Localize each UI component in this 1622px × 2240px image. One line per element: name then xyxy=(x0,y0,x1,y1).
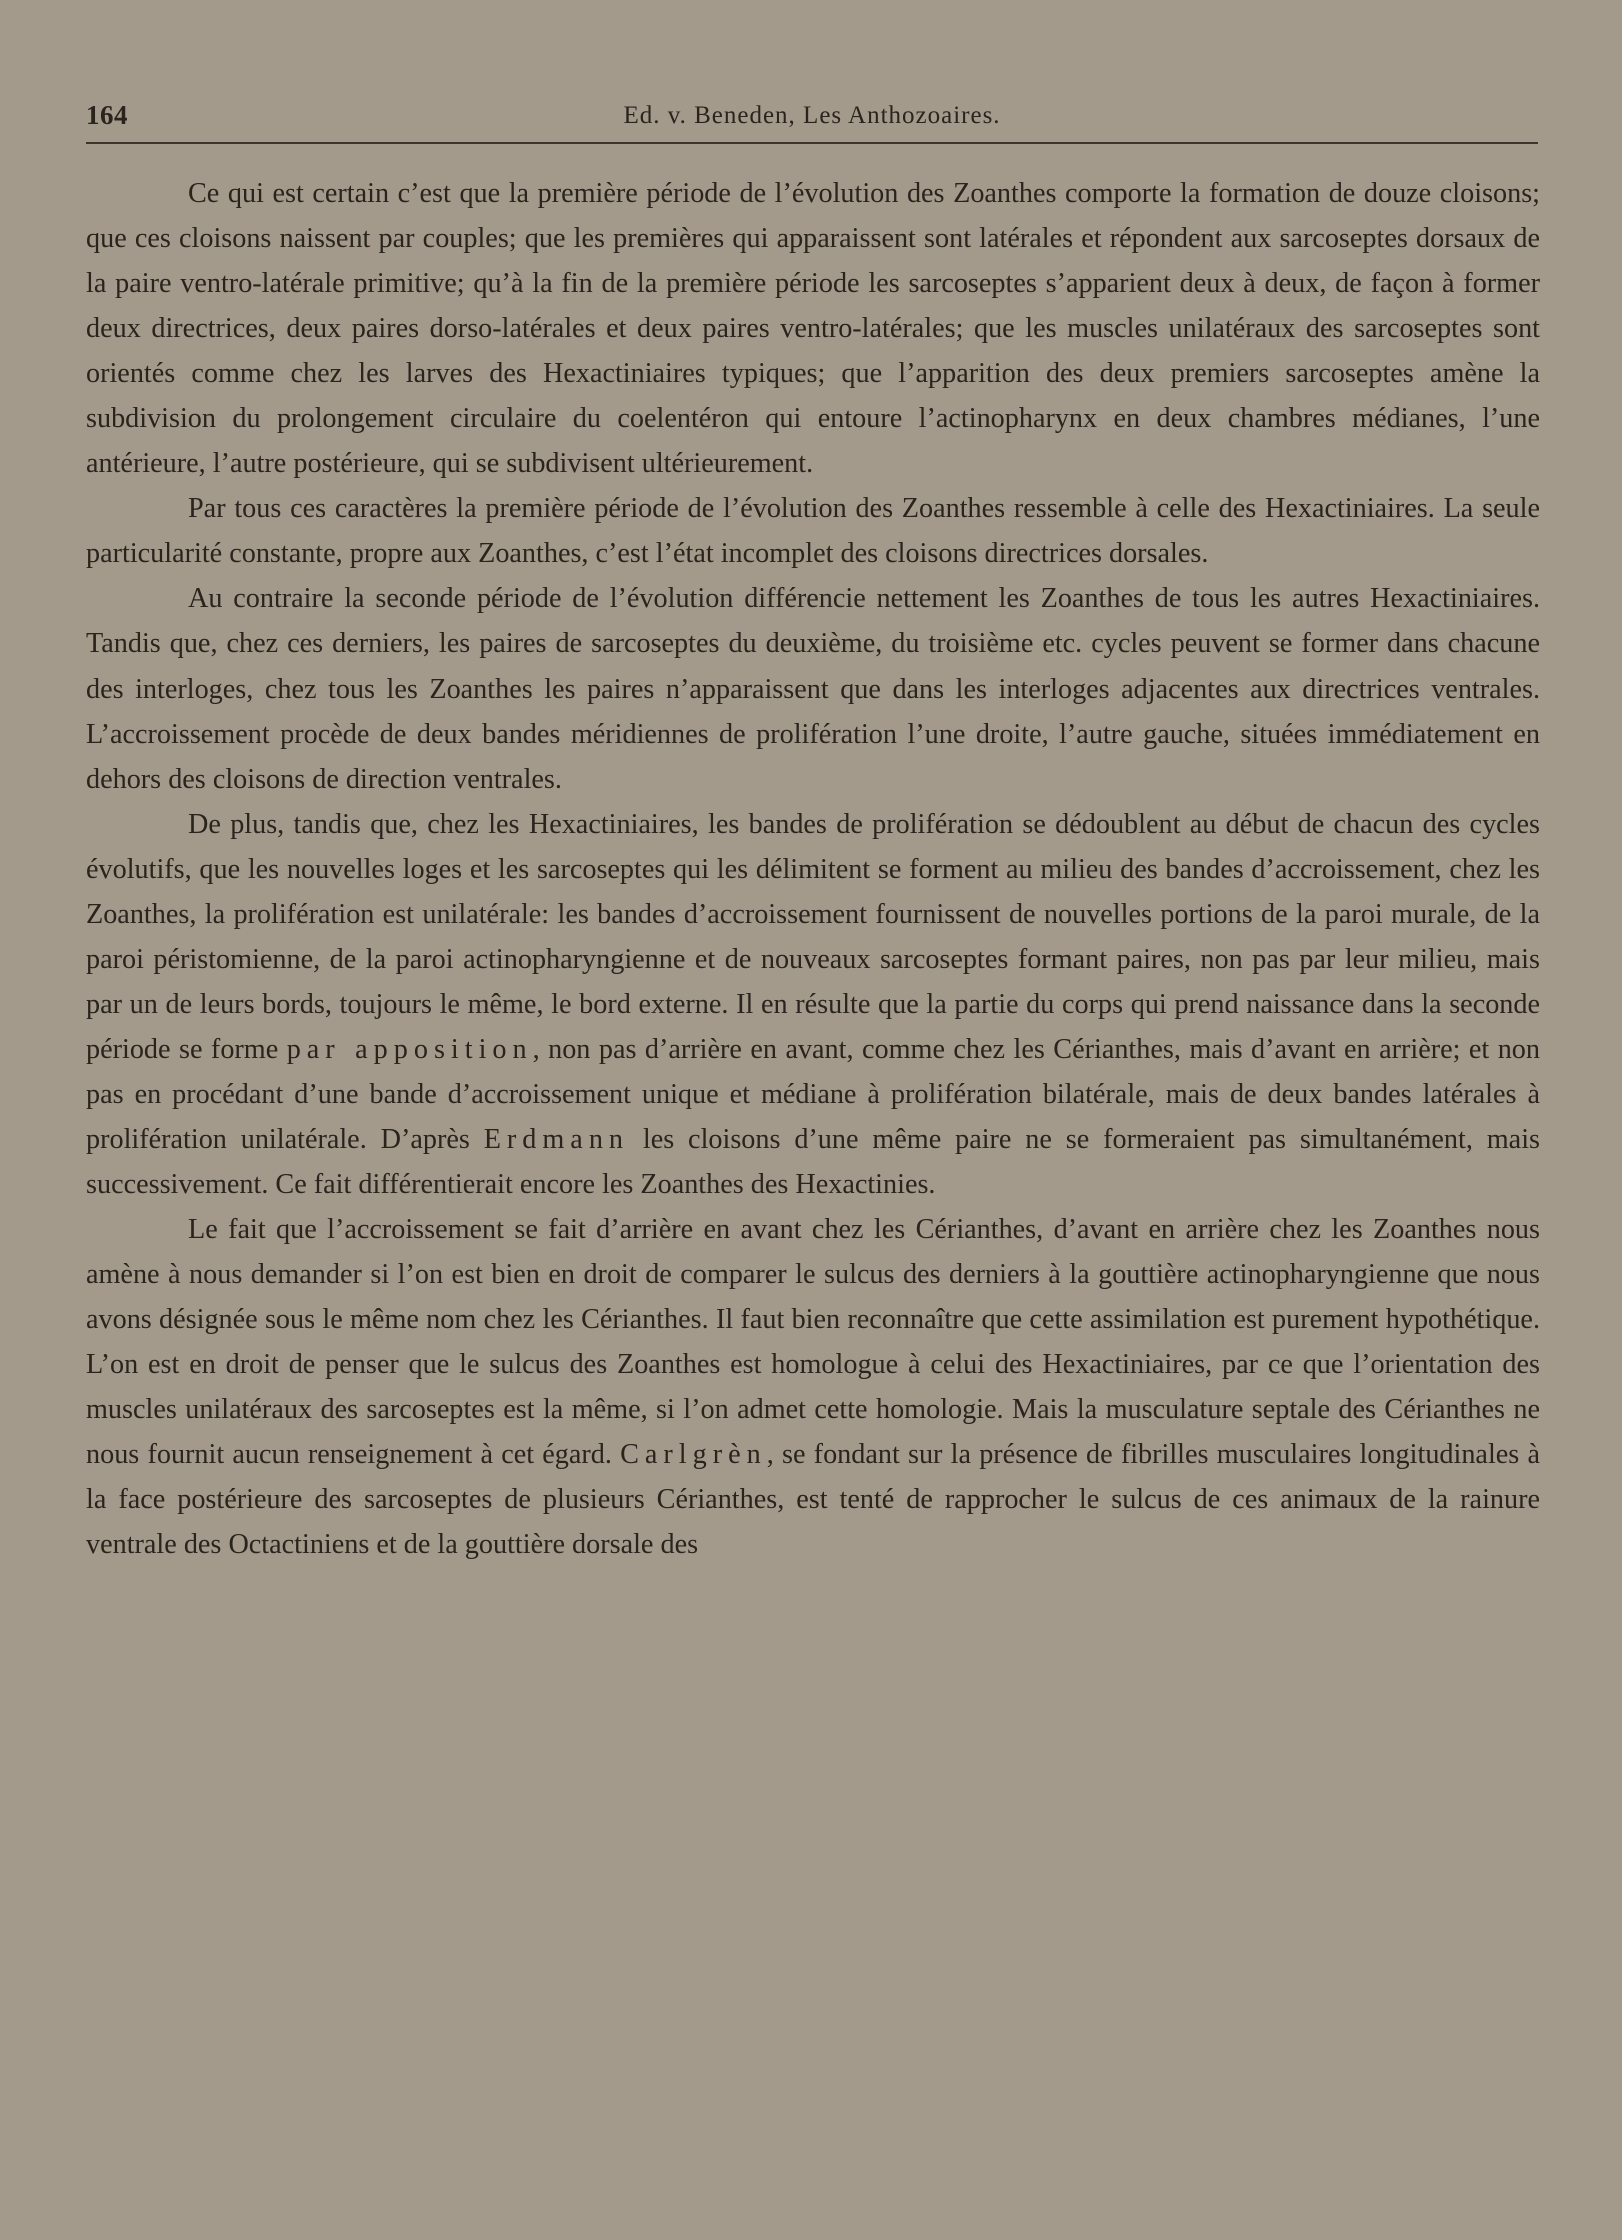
body-text xyxy=(86,171,1540,1567)
paragraph: Par tous ces caractères la première période de l’évolution des Zoanthes ressemble à celle des Hexactiniaires. La seule particularité constante, propre aux Zoanthes, c’est l’état incomplet des cloisons directrices dorsales. xyxy=(86,493,1540,570)
paragraph xyxy=(86,802,1540,1207)
paragraph-text: , non pas d’arrière en avant, comme chez les Cérianthes, mais d’avant en arrière; et non pas en procédant d’une bande d’accroissement unique et médiane à prolifération bilatérale, mais de deux bandes latérales à prolifération unilatérale. D’après xyxy=(86,1033,1540,1155)
paragraph-text: les cloisons d’une même paire ne se formeraient pas simultanément, mais successivement. Ce fait différentierait encore les Zoanthes des Hexactinies. xyxy=(86,1123,1540,1201)
paragraph-text: De plus, tandis que, chez les Hexactiniaires, les bandes de prolifération se dédoublent au début de chacun des cycles évolutifs, que les nouvelles loges et les sarcoseptes qui les délimitent se forment au milieu des bandes d’accroissement, chez les Zoanthes, la prolifération est unilatérale: les bandes d’accroissement fournissent de nouvelles portions de la paroi murale, de la paroi péristomienne, de la paroi actinopharyngienne et de nouveaux sarcoseptes formant paires, non pas par leur milieu, mais par un de leurs bords, toujours le même, le bord externe. Il en résulte que la partie du corps qui prend naissance dans la seconde période se forme xyxy=(86,808,1540,1065)
emphasized-term: par apposition xyxy=(286,1033,533,1065)
running-title: Ed. v. Beneden, Les Anthozoaires. xyxy=(623,102,1001,129)
page-header xyxy=(86,100,1538,144)
paragraph: Au contraire la seconde période de l’évolution différencie nettement les Zoanthes de tous les autres Hexactiniaires. Tandis que, chez ces derniers, les paires de sarcoseptes du deuxième, du troisième etc. cycles peuvent se former dans chacune des interloges, chez tous les Zoanthes les paires n’apparaissent que dans les interloges adjacentes aux directrices ventrales. L’accroissement procède de deux bandes méridiennes de prolifération l’une droite, l’autre gauche, situées immédiatement en dehors des cloisons de direction ventrales. xyxy=(86,583,1540,795)
paragraph-text: , se fondant sur la présence de fibrilles musculaires longitudinales à la face postérieure des sarcoseptes de plusieurs Cérianthes, est tenté de rapprocher le sulcus de ces animaux de la rainure ventrale des Octactiniens et de la gouttière dorsale des xyxy=(86,1439,1540,1561)
paragraph: Ce qui est certain c’est que la première période de l’évolution des Zoanthes comporte la formation de douze cloisons; que ces cloisons naissent par couples; que les premières qui apparaissent sont latérales et répondent aux sarcoseptes dorsaux de la paire ventro-latérale primitive; qu’à la fin de la première période les sarcoseptes s’apparient deux à deux, de façon à former deux directrices, deux paires dorso-latérales et deux paires ventro-latérales; que les muscles unilatéraux des sarcoseptes sont orientés comme chez les larves des Hexactiniaires typiques; que l’apparition des deux premiers sarcoseptes amène la subdivision du prolongement circulaire du coelentéron qui entoure l’actinopharynx en deux chambres médianes, l’une antérieure, l’autre postérieure, qui se subdivisent ultérieurement. xyxy=(86,178,1540,480)
author-name: Carlgrèn xyxy=(620,1439,767,1471)
author-name: Erdmann xyxy=(483,1123,630,1155)
paragraph-text: Le fait que l’accroissement se fait d’arrière en avant chez les Cérianthes, d’avant en arrière chez les Zoanthes nous amène à nous demander si l’on est bien en droit de comparer le sulcus des derniers à la gouttière actinopharyngienne que nous avons désignée sous le même nom chez les Cérianthes. Il faut bien reconnaître que cette assimilation est purement hypothétique. L’on est en droit de penser que le sulcus des Zoanthes est homologue à celui des Hexactiniaires, par ce que l’orientation des muscles unilatéraux des sarcoseptes est la même, si l’on admet cette homologie. Mais la musculature septale des Cérianthes ne nous fournit aucun renseignement à cet égard. xyxy=(86,1214,1540,1471)
page-number: 164 xyxy=(86,100,128,130)
paragraph xyxy=(86,1207,1540,1567)
